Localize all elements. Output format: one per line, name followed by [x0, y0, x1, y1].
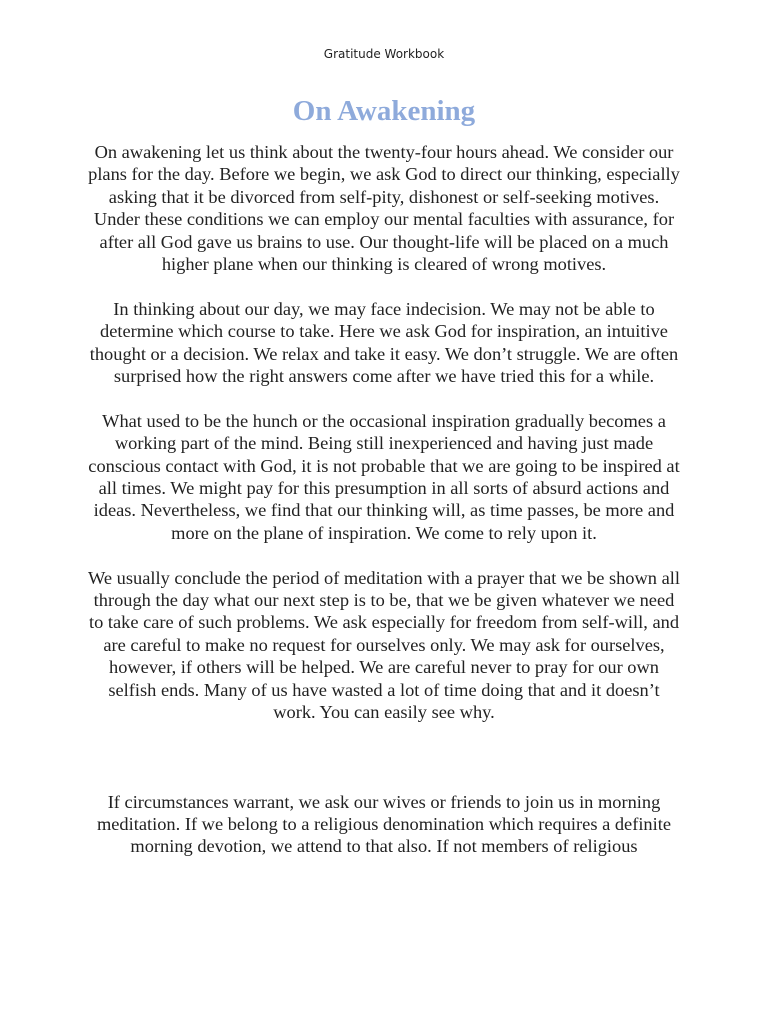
paragraph-inspiration: What used to be the hunch or the occasional inspiration gradually becomes a working part of the mind. Being still inexperienced and having just made conscious contact with God, it is not probable that we are going to be inspired at all times. We might pay for this presumption in all sorts of absurd actions and ideas. Nevertheless, we find that our thinking will, as time passes, be more and more on the plane of inspiration. We come to rely upon it.	[88, 410, 680, 543]
paragraph-prayer: We usually conclude the period of meditation with a prayer that we be shown all through the day what our next step is to be, that we be given whatever we need to take care of such problems. We ask especially for freedom from self-will, and are careful to make no request for ourselves only. We may ask for ourselves, however, if others will be helped. We are careful never to pray for our own selfish ends. Many of us have wasted a lot of time doing that and it doesn’t work. You can easily see why.	[88, 567, 680, 723]
page-title: On Awakening	[292, 95, 476, 127]
paragraph-indecision: In thinking about our day, we may face indecision. We may not be able to determine which course to take. Here we ask God for inspiration, an intuitive thought or a decision. We relax and take it easy. We don’t struggle. We are often surprised how the right answers come after we have tried this for a while.	[89, 298, 679, 387]
paragraph-on-awakening: On awakening let us think about the twenty-four hours ahead. We consider our plans for the day. Before we begin, we ask God to direct our thinking, especially asking that it be divorced from self-pity, dishonest or self-seeking motives. Under these conditions we can employ our mental faculties with assurance, for after all God gave us brains to use. Our thought-life will be placed on a much higher plane when our thinking is cleared of wrong motives.	[88, 142, 680, 275]
running-header: Gratitude Workbook	[323, 47, 445, 61]
paragraph-circumstances: If circumstances warrant, we ask our wives or friends to join us in morning meditation. If we belong to a religious denomination which requires a definite morning devotion, we attend to that also. If not members of religious	[96, 791, 672, 857]
document-body	[86, 141, 682, 880]
